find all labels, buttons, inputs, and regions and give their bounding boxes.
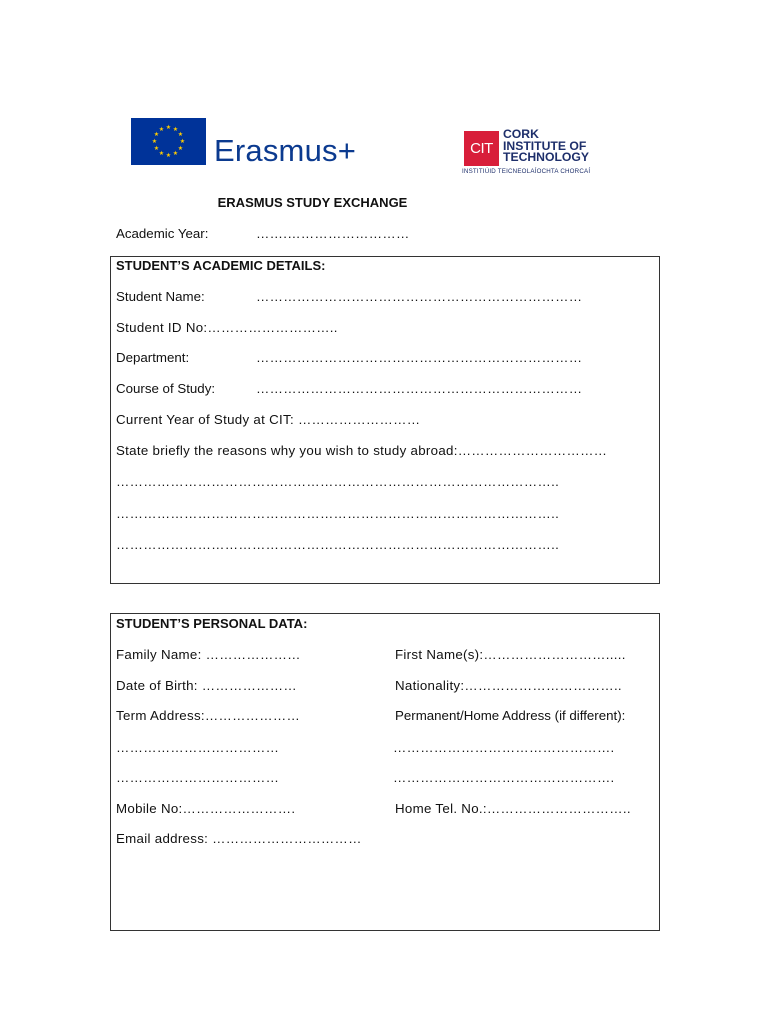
cit-name-line: CORK	[503, 127, 539, 141]
academic-year-label: Academic Year:	[116, 226, 209, 241]
reasons-line[interactable]: ……………………………………………………………………………………..	[116, 474, 560, 489]
department-field[interactable]: ………………………………………………………………	[256, 350, 583, 365]
reasons-field[interactable]: State briefly the reasons why you wish to study abroad:……………………………	[116, 443, 608, 458]
nationality-field[interactable]: Nationality:……………………………..	[395, 678, 622, 693]
student-name-label: Student Name:	[116, 289, 205, 304]
svg-text:★: ★	[158, 126, 165, 133]
permanent-address-line[interactable]: ………………………………………….	[393, 770, 615, 785]
svg-text:★: ★	[179, 138, 186, 145]
term-address-field[interactable]: Term Address:…………………	[116, 708, 301, 723]
svg-text:★: ★	[151, 138, 158, 145]
svg-text:★: ★	[165, 124, 172, 131]
course-field[interactable]: ………………………………………………………………	[256, 381, 583, 396]
year-of-study-field[interactable]: Current Year of Study at CIT: ………………………	[116, 412, 421, 427]
academic-year-field[interactable]: …….………………………	[256, 226, 410, 241]
cit-name-line: INSTITUTE OF	[503, 138, 587, 153]
reasons-line[interactable]: ……………………………………………………………………………………..	[116, 537, 560, 552]
permanent-address-line[interactable]: ………………………………………….	[393, 740, 615, 755]
svg-text:★: ★	[158, 150, 165, 157]
cit-name-line: TECHNOLOGY	[503, 150, 589, 164]
svg-text:★: ★	[177, 145, 184, 152]
reasons-line[interactable]: ……………………………………………………………………………………..	[116, 506, 560, 521]
eu-flag-logo	[131, 118, 206, 165]
cit-logo-abbrev: CIT	[470, 140, 493, 157]
cit-logo-irish: INSTITIÚID TEICNEOLAÍOCHTA CHORCAÍ	[462, 168, 591, 175]
academic-details-heading: STUDENT’S ACADEMIC DETAILS:	[116, 258, 326, 273]
home-tel-field[interactable]: Home Tel. No.:…………………………..	[395, 801, 631, 816]
eu-stars-icon	[131, 118, 206, 165]
personal-data-heading: STUDENT’S PERSONAL DATA:	[116, 616, 308, 631]
cit-logo-box	[464, 131, 499, 166]
student-name-field[interactable]: ………………………………………………………………	[256, 289, 583, 304]
first-name-field[interactable]: First Name(s):……………………….....	[395, 647, 626, 662]
student-id-field[interactable]: Student ID No:………………………..	[116, 320, 338, 335]
term-address-line[interactable]: ………………………………	[116, 770, 280, 785]
svg-text:★: ★	[153, 145, 160, 152]
department-label: Department:	[116, 350, 190, 365]
svg-text:★: ★	[172, 150, 179, 157]
dob-field[interactable]: Date of Birth: …………………	[116, 678, 297, 693]
erasmus-logo-text: Erasmus+	[214, 133, 357, 168]
svg-text:★: ★	[165, 152, 172, 159]
term-address-line[interactable]: ………………………………	[116, 740, 280, 755]
page-title: ERASMUS STUDY EXCHANGE	[217, 195, 408, 210]
permanent-address-label: Permanent/Home Address (if different):	[395, 708, 626, 723]
svg-text:★: ★	[172, 126, 179, 133]
svg-text:★: ★	[177, 131, 184, 138]
svg-text:★: ★	[153, 131, 160, 138]
family-name-field[interactable]: Family Name: …………………	[116, 647, 301, 662]
email-field[interactable]: Email address: ……………………………	[116, 831, 362, 846]
mobile-field[interactable]: Mobile No:…………………….	[116, 801, 296, 816]
cit-logo-name	[503, 129, 589, 164]
course-label: Course of Study:	[116, 381, 216, 396]
